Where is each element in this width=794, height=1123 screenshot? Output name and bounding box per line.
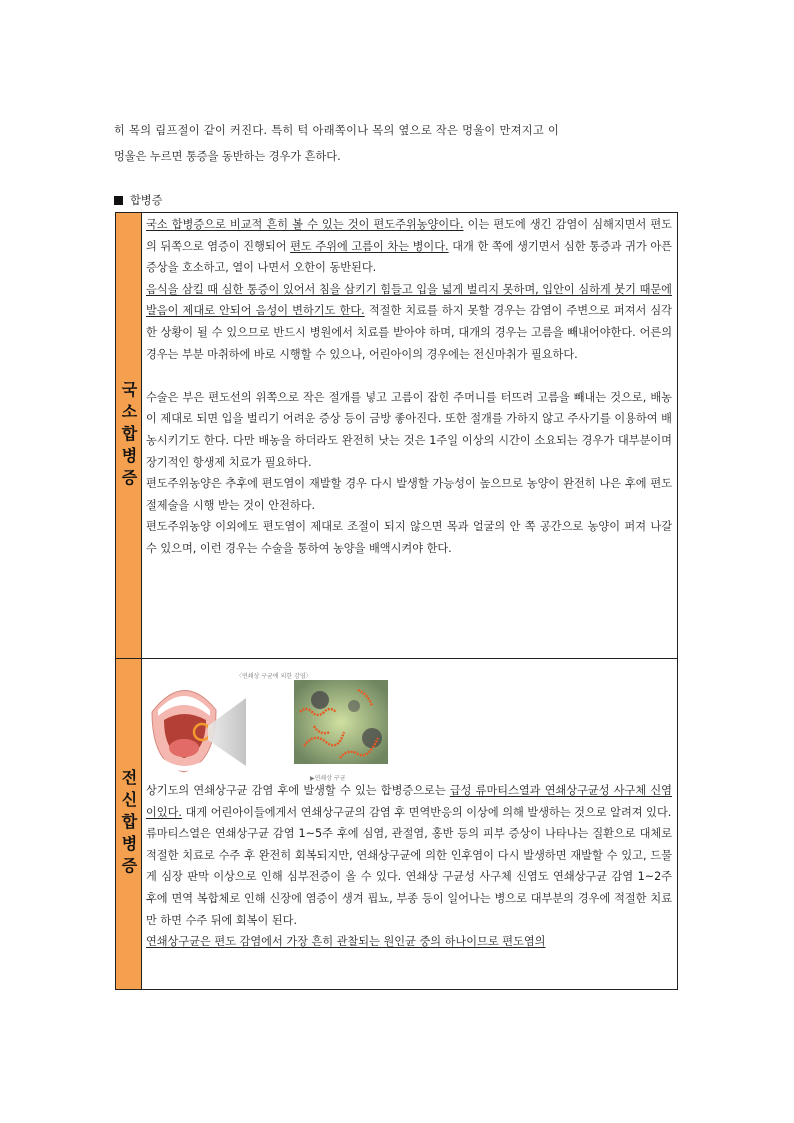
local-p2-underlined: 음식을 삼킬 때 심한 통증이 있어서 침을 삼키기 힘들고 입을 넓게 벌리지 못하며, 입안이 심하게 붓기 때문에 발음이 제대로 안되어 음성이 변하기도 한다. [146, 282, 672, 318]
systemic-p1-text-1: 대게 어린아이들에게서 연쇄상구균의 감염 후 면역반응의 이상에 의해 발생하는 것으로 알려져 있다. [181, 805, 672, 819]
streptococcus-figure [144, 660, 402, 780]
systemic-side-label: 전신합병증 [119, 769, 138, 879]
square-bullet-icon [114, 196, 123, 205]
systemic-paragraph-1 [146, 780, 672, 823]
systemic-paragraph-2: 류마티스열은 연쇄상구균 감염 1~5주 후에 심염, 관절염, 홍반 등의 피부 증상이 나타나는 질환으로 대체로 적절한 치료로 수주 후 완전히 회복되지만, 연쇄상구균에 의한 인후염이 다시 발생하면 재발할 수 있고, 드물게 심장 판막 이상으로 인해 심부전증이 올 수 있다. 연쇄상 구균성 사구체 신염도 연쇄상구균 감염 1~2주 후에 면역 복합체로 인해 신장에 염증이 생겨 핍뇨, 부종 등이 일어나는 병으로 대부분의 경우에 적절한 치료만 하면 수주 뒤에 회복이 된다. [146, 827, 672, 927]
local-paragraph-1 [146, 214, 672, 279]
complications-table [115, 212, 678, 990]
intro-line-2: 멍울은 누르면 통증을 동반하는 경우가 흔하다. [114, 150, 341, 163]
local-complications-row [116, 213, 677, 659]
local-p1-text-2: 대개 한 쪽에 생기면서 심한 통증과 귀가 아픈 증상을 호소하고, 열이 나면서 오한이 동반된다. [146, 239, 672, 275]
systemic-complications-row [116, 659, 677, 989]
local-p1-underlined-1: 국소 합병증으로 비교적 흔히 볼 수 있는 것이 편도주위농양이다. [146, 218, 464, 231]
local-paragraph-5: 편도주위농양 이외에도 편도염이 제대로 조절이 되지 않으면 목과 얼굴의 안 쪽 공간으로 농양이 퍼져 나갈 수 있으며, 이런 경우는 수술을 통하여 농양을 배액시켜야 한다. [146, 520, 672, 555]
intro-line-1: 히 목의 림프절이 같이 커진다. 특히 턱 아래쪽이나 목의 옆으로 작은 멍울이 만져지고 이 [114, 124, 560, 137]
intro-paragraph [114, 118, 680, 170]
local-paragraph-4: 편도주위농양은 추후에 편도염이 재발할 경우 다시 발생할 가능성이 높으므로 농양이 완전히 나은 후에 편도절제술을 시행 받는 것이 안전하다. [146, 477, 672, 512]
local-complications-header [116, 213, 142, 658]
systemic-p1-underlined: 급성 류마티스열과 연쇄상구균성 사구체 신염이있다. [146, 784, 672, 819]
systemic-p1-text-0: 상기도의 연쇄상구균 감염 후에 발생할 수 있는 합병증으로는 [146, 784, 450, 797]
section-heading [114, 192, 162, 208]
local-p2-text: 적절한 치료를 하지 못할 경우는 감염이 주변으로 퍼져서 심각한 상황이 될 수 있으므로 반드시 병원에서 치료를 받아야 하며, 대개의 경우는 고름을 빼내어야한다. 어른의 경우는 부분 마취하에 바로 시행할 수 있으나, 어린아이의 경우에는 전신마취가 필요하다. [146, 304, 672, 361]
figure-title: 〈연쇄상 구균에 의한 감염〉 [236, 673, 312, 680]
local-p1-text-1: 이는 편도에 생긴 감염이 심해지면서 편도의 뒤쪽으로 염증이 진행되어 [146, 218, 672, 253]
tongue [169, 739, 199, 757]
systemic-p3-underlined: 연쇄상구균은 편도 감염에서 가장 흔히 관찰되는 원인균 중의 하나이므로 편도염의 [146, 935, 546, 949]
micrograph-image [294, 680, 388, 764]
systemic-complications-content [142, 659, 677, 989]
local-side-label: 국소합병증 [119, 380, 138, 491]
systemic-complications-header [116, 659, 142, 989]
figure-caption: ▶연쇄상 구균 [310, 775, 346, 782]
local-p1-underlined-2: 편도 주위에 고름이 차는 병이다. [290, 239, 449, 253]
section-title: 합병증 [130, 194, 163, 207]
systemic-paragraph-3 [146, 931, 672, 953]
local-paragraph-2 [146, 279, 672, 365]
local-complications-content [142, 213, 677, 658]
blank-line [146, 365, 672, 387]
local-paragraph-3: 수술은 부은 편도선의 위쪽으로 작은 절개를 넣고 고름이 잡힌 주머니를 터뜨려 고름을 빼내는 것으로, 배농이 제대로 되면 입을 벌리기 어려운 증상 등이 금방 좋아진다. 또한 절개를 가하지 않고 주사기를 이용하여 배농시키기도 한다. 다만 배농을 하더라도 완전히 낫는 것은 1주일 이상의 시간이 소요되는 경우가 대부분이며 장기적인 항생제 치료가 필요하다. [146, 390, 672, 469]
